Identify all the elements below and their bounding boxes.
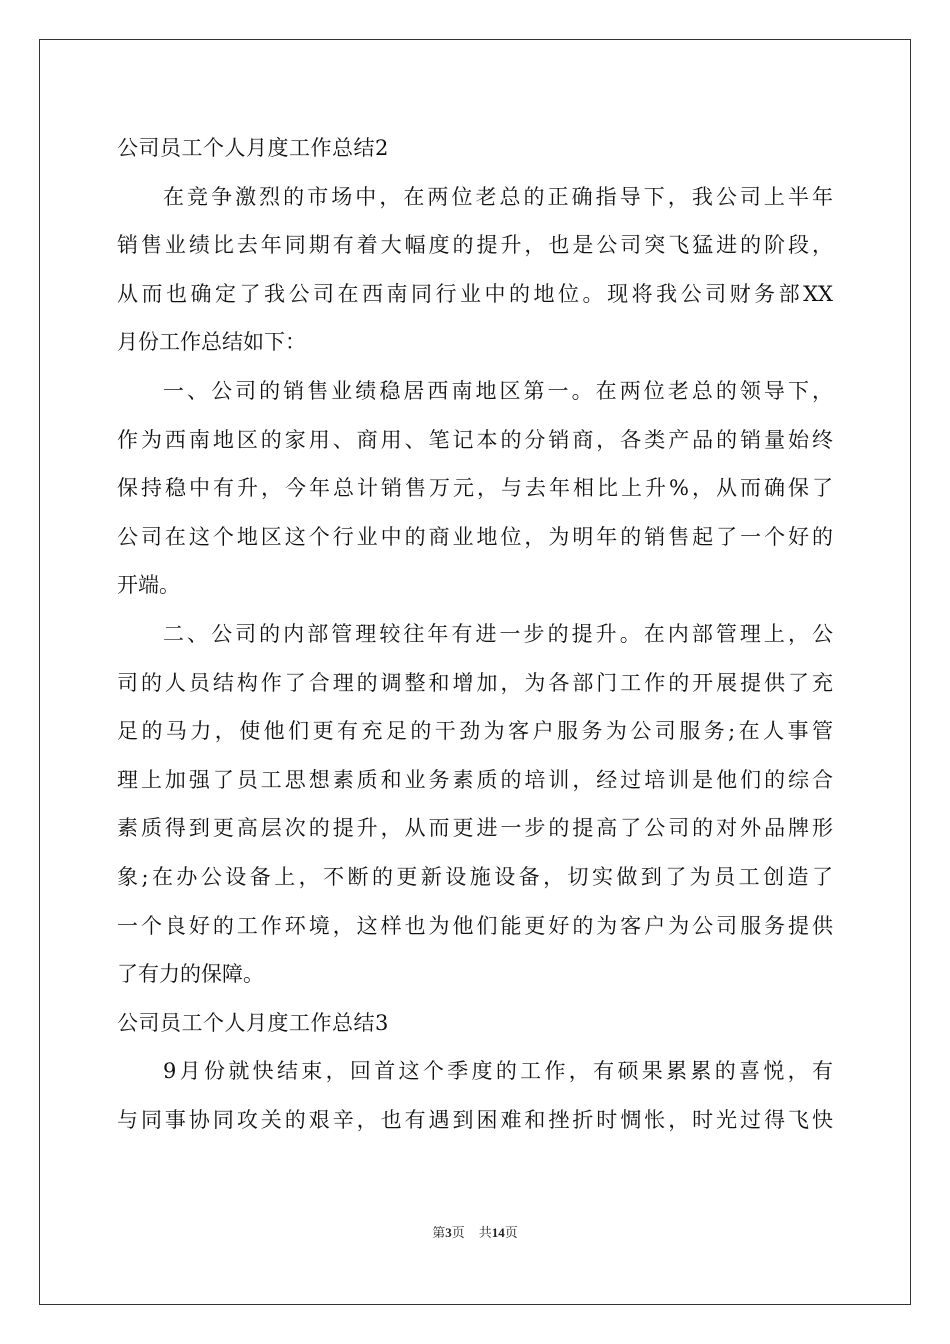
section-heading: 公司员工个人月度工作总结3 bbox=[117, 1010, 389, 1035]
text-line: 销售业绩比去年同期有着大幅度的提升，也是公司突飞猛进的阶段， bbox=[117, 233, 833, 258]
text-line: 足的马力，使他们更有充足的干劲为客户服务为公司服务;在人事管 bbox=[117, 719, 833, 744]
page-prefix: 第 bbox=[432, 1225, 446, 1240]
section-heading: 公司员工个人月度工作总结2 bbox=[117, 136, 389, 160]
text-line: 一、公司的销售业绩稳居西南地区第一。在两位老总的领导下， bbox=[163, 378, 833, 403]
total-pages-number: 14 bbox=[491, 1225, 505, 1240]
total-suffix: 页 bbox=[504, 1225, 518, 1240]
page-footer bbox=[0, 1222, 950, 1241]
text-line: 二、公司的内部管理较往年有进一步的提升。在内部管理上，公 bbox=[163, 621, 833, 646]
text-line: 在竞争激烈的市场中，在两位老总的正确指导下，我公司上半年 bbox=[163, 184, 833, 209]
text-line: 从而也确定了我公司在西南同行业中的地位。现将我公司财务部XX bbox=[117, 281, 833, 306]
document-body bbox=[117, 124, 833, 1144]
text-line: 司的人员结构作了合理的调整和增加，为各部门工作的开展提供了充 bbox=[117, 670, 833, 695]
text-line: 象;在办公设备上，不断的更新设施设备，切实做到了为员工创造了 bbox=[117, 864, 833, 889]
total-prefix: 共 bbox=[478, 1225, 492, 1240]
text-line: 与同事协同攻关的艰辛，也有遇到困难和挫折时惆怅，时光过得飞快 bbox=[117, 1107, 833, 1132]
text-line: 素质得到更高层次的提升，从而更进一步的提高了公司的对外品牌形 bbox=[117, 816, 833, 841]
text-line: 保持稳中有升，今年总计销售万元，与去年相比上升%，从而确保了 bbox=[117, 476, 833, 501]
text-line: 一个良好的工作环境，这样也为他们能更好的为客户为公司服务提供 bbox=[117, 913, 833, 938]
text-line: 理上加强了员工思想素质和业务素质的培训，经过培训是他们的综合 bbox=[117, 767, 833, 792]
text-line: 公司在这个地区这个行业中的商业地位，为明年的销售起了一个好的 bbox=[117, 524, 833, 549]
text-line: 开端。 bbox=[117, 573, 180, 598]
text-line: 月份工作总结如下： bbox=[117, 330, 306, 355]
current-page-number: 3 bbox=[445, 1225, 452, 1240]
text-line: 作为西南地区的家用、商用、笔记本的分销商，各类产品的销量始终 bbox=[117, 427, 833, 452]
page-suffix: 页 bbox=[451, 1225, 465, 1240]
text-line: 了有力的保障。 bbox=[117, 962, 264, 987]
text-line: 9月份就快结束，回首这个季度的工作，有硕果累累的喜悦，有 bbox=[163, 1059, 833, 1084]
